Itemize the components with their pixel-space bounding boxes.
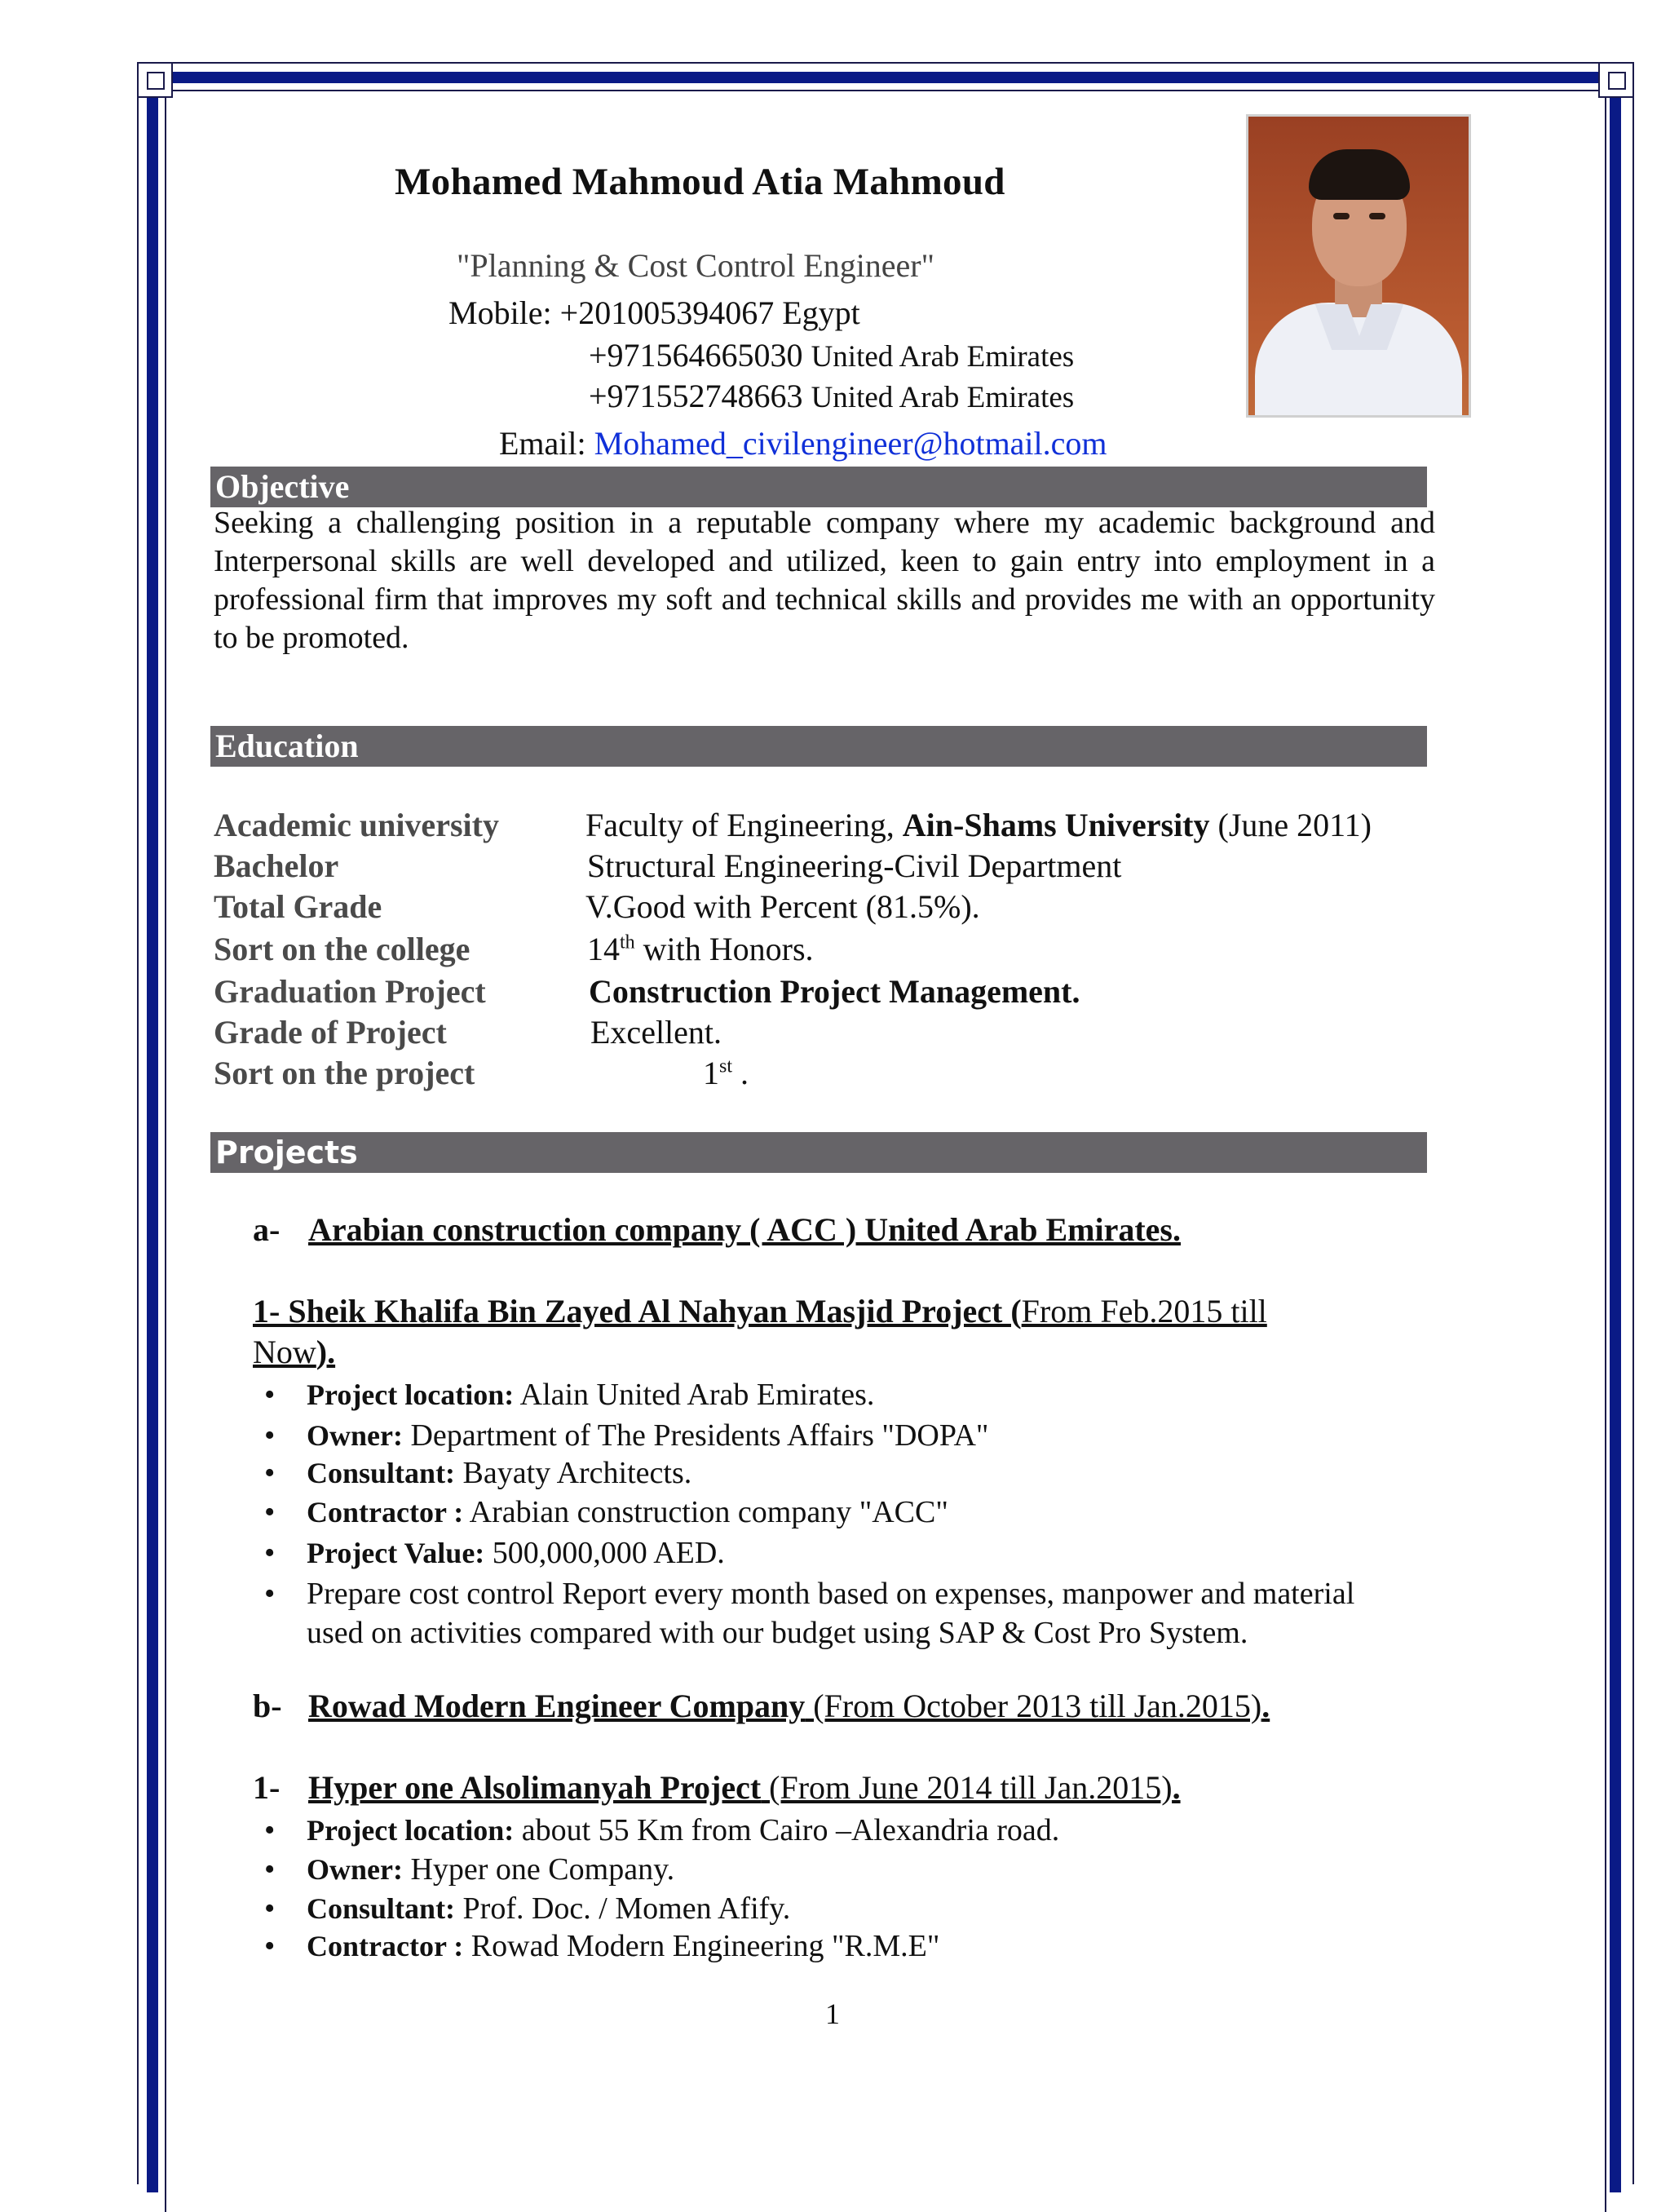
education-label: Bachelor [214,847,339,884]
company-a-marker: a- [253,1211,281,1248]
education-value: Excellent. [590,1014,722,1051]
education-value: 14th with Honors. [587,931,814,967]
email-label: Email: [499,425,586,462]
email-line [499,424,1107,462]
education-value: Structural Engineering-Civil Department [587,847,1122,884]
page-number: 1 [825,1997,840,2030]
education-value: Faculty of Engineering, Ain-Shams University (June 2011) [585,807,1372,843]
job-title: "Planning & Cost Control Engineer" [457,247,934,284]
phone-country: United Arab Emirates [811,340,1075,374]
education-label: Academic university [214,807,499,843]
border-corner-ornament [1598,62,1634,98]
project-a1-title-cont: Now). [253,1334,336,1370]
company-b-marker: b- [253,1688,282,1724]
project-b1-title: Hyper one Alsolimanyah Project (From June 2014 till Jan.2015). [308,1769,1181,1806]
phone-number: +971552748663 [589,378,803,414]
section-heading-objective: Objective [210,467,1427,507]
applicant-name: Mohamed Mahmoud Atia Mahmoud [395,161,1005,203]
company-b-name: Rowad Modern Engineer Company (From October 2013 till Jan.2015). [308,1688,1270,1724]
mobile-line [448,294,860,332]
section-heading-projects: Projects [210,1132,1427,1173]
email-link[interactable]: Mohamed_civilengineer@hotmail.com [594,425,1107,462]
profile-photo [1246,114,1471,418]
company-a-name: Arabian construction company ( ACC ) United Arab Emirates. [308,1211,1181,1248]
education-value: Construction Project Management. [589,973,1080,1010]
phone-number: +971564665030 [589,337,803,374]
phone-uae-2 [589,377,1074,415]
border-corner-ornament [137,62,173,98]
objective-text: Seeking a challenging position in a reputable company where my academic background and Interpersonal skills are well developed and utilized, keen to gain entry into employment in a professional firm that improves my soft and technical skills and provides me with an opportunity to be promoted. [214,506,1435,655]
education-label: Grade of Project [214,1014,447,1051]
education-value: 1st . [703,1055,749,1091]
education-label: Sort on the college [214,931,471,967]
mobile-label: Mobile: [448,294,552,331]
education-value: V.Good with Percent (81.5%). [585,888,980,925]
project-b1-marker: 1- [253,1769,281,1806]
phone-uae-1 [589,336,1074,374]
education-label: Graduation Project [214,973,486,1010]
phone-country: United Arab Emirates [811,381,1075,414]
project-a1-title: 1- Sheik Khalifa Bin Zayed Al Nahyan Masjid Project (From Feb.2015 till [253,1293,1267,1329]
company-b [253,1687,282,1725]
education-label: Sort on the project [214,1055,475,1091]
phone-egypt: +201005394067 Egypt [559,294,860,331]
section-heading-education: Education [210,726,1427,767]
education-label: Total Grade [214,888,382,925]
